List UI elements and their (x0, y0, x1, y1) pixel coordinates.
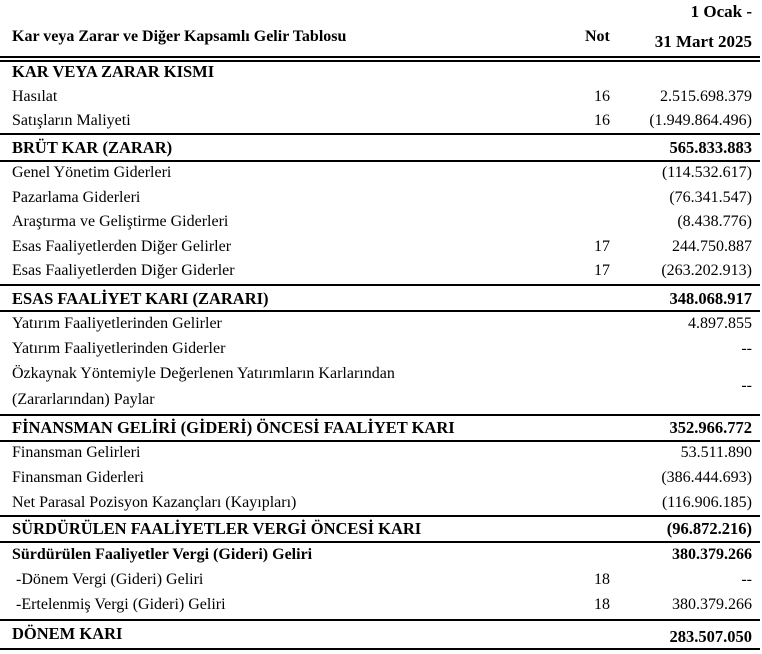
row-value: (114.532.617) (661, 164, 752, 181)
row-label: Pazarlama Giderleri (12, 189, 141, 206)
row-label: Esas Faaliyetlerden Diğer Gelirler (12, 238, 232, 255)
row-label: Özkaynak Yöntemiyle Değerlenen Yatırımların Karlarından (12, 365, 395, 382)
row-value: (1.949.864.496) (649, 112, 752, 129)
header-rule (0, 56, 760, 58)
table-row (0, 546, 762, 570)
table-row (0, 88, 762, 112)
row-value: (263.202.913) (661, 262, 752, 279)
row-note: 18 (594, 596, 610, 613)
row-value: 352.966.772 (669, 418, 752, 437)
table-row (0, 418, 762, 442)
row-label: Finansman Giderleri (12, 469, 144, 486)
table-row (0, 289, 762, 313)
row-note: 18 (594, 571, 610, 588)
note-column-header: Not (585, 28, 610, 45)
table-row (0, 571, 762, 595)
table-row (0, 519, 762, 543)
row-label: Finansman Gelirleri (12, 444, 141, 461)
table-row (0, 494, 762, 518)
table-row (0, 365, 762, 394)
row-value: 53.511.890 (680, 444, 752, 461)
row-value: (8.438.776) (677, 213, 752, 230)
row-note: 17 (594, 238, 610, 255)
row-value: 380.379.266 (672, 546, 752, 563)
row-value: 4.897.855 (688, 315, 752, 332)
row-label: -Ertelenmiş Vergi (Gideri) Geliri (16, 596, 226, 613)
row-value: 380.379.266 (672, 596, 752, 613)
row-label: Araştırma ve Geliştirme Giderleri (12, 213, 229, 230)
row-label: BRÜT KAR (ZARAR) (12, 138, 173, 157)
row-label: KAR VEYA ZARAR KISMI (12, 62, 215, 81)
table-row (0, 62, 762, 86)
row-label: ESAS FAALİYET KARI (ZARARI) (12, 289, 269, 308)
row-label: Genel Yönetim Giderleri (12, 164, 172, 181)
row-label: Sürdürülen Faaliyetler Vergi (Gideri) Geliri (12, 546, 313, 563)
table-row (0, 213, 762, 237)
table-row (0, 469, 762, 493)
table-row (0, 596, 762, 620)
row-value: 2.515.698.379 (660, 88, 752, 105)
period-header-line2: 31 Mart 2025 (654, 32, 752, 51)
table-row (0, 624, 762, 648)
row-value: 348.068.917 (669, 289, 752, 308)
row-label: Satışların Maliyeti (12, 112, 131, 129)
row-label: (Zararlarından) Paylar (12, 391, 155, 408)
row-label: Net Parasal Pozisyon Kazançları (Kayıpları) (12, 494, 297, 511)
row-value: (386.444.693) (661, 469, 752, 486)
table-row (0, 189, 762, 213)
row-note: 16 (594, 112, 610, 129)
row-label: DÖNEM KARI (12, 624, 123, 643)
row-value: (116.906.185) (661, 494, 752, 511)
row-label: Esas Faaliyetlerden Diğer Giderler (12, 262, 235, 279)
row-value: (96.872.216) (666, 519, 752, 538)
table-row (0, 112, 762, 136)
table-row (0, 238, 762, 262)
row-label: Hasılat (12, 88, 58, 105)
row-value: 565.833.883 (669, 138, 752, 157)
row-label: Yatırım Faaliyetlerinden Gelirler (12, 315, 222, 332)
row-label: SÜRDÜRÜLEN FAALİYETLER VERGİ ÖNCESİ KARI (12, 519, 422, 538)
row-note: 16 (594, 88, 610, 105)
table-row (0, 164, 762, 188)
statement-title: Kar veya Zarar ve Diğer Kapsamlı Gelir Tablosu (12, 28, 347, 45)
table-row (0, 138, 762, 162)
table-row (0, 315, 762, 339)
table-row (0, 391, 762, 415)
row-value: (76.341.547) (669, 189, 752, 206)
row-label: -Dönem Vergi (Gideri) Geliri (16, 571, 204, 588)
row-label: FİNANSMAN GELİRİ (GİDERİ) ÖNCESİ FAALİYET KARI (12, 418, 455, 437)
row-value: 283.507.050 (669, 627, 752, 646)
table-row (0, 444, 762, 468)
row-value: -- (741, 340, 752, 357)
row-value: -- (741, 377, 752, 394)
row-note: 17 (594, 262, 610, 279)
table-row (0, 262, 762, 286)
period-header-line1: 1 Ocak - (690, 2, 752, 21)
row-value: -- (741, 571, 752, 588)
section-rule (0, 648, 760, 650)
table-row (0, 340, 762, 364)
row-label: Yatırım Faaliyetlerinden Giderler (12, 340, 226, 357)
row-value: 244.750.887 (672, 238, 752, 255)
